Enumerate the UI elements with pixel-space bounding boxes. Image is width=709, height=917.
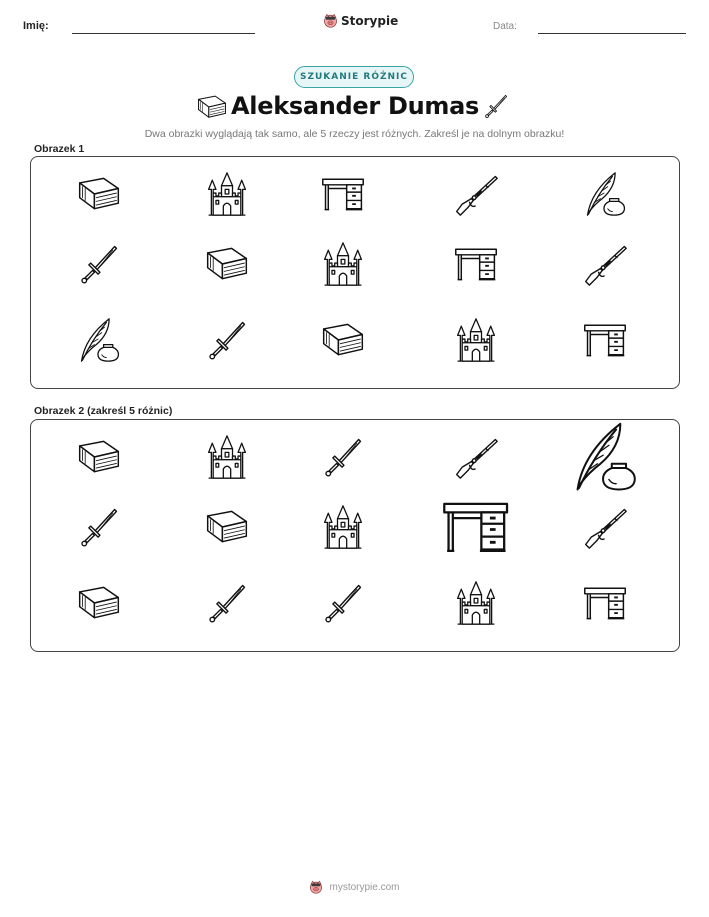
castle-icon xyxy=(453,317,499,363)
book-icon[interactable] xyxy=(76,434,122,480)
castle-icon[interactable] xyxy=(320,504,366,550)
desk-icon xyxy=(320,171,366,217)
name-line[interactable] xyxy=(72,33,255,34)
date-line[interactable] xyxy=(538,33,686,34)
sword-icon xyxy=(76,241,122,287)
picture2-panel[interactable] xyxy=(30,419,680,652)
book-icon xyxy=(196,94,228,120)
castle-icon[interactable] xyxy=(204,434,250,480)
picture2-label: Obrazek 2 (zakreśl 5 różnic) xyxy=(34,405,173,417)
castle-icon xyxy=(320,241,366,287)
desk-icon xyxy=(453,241,499,287)
instructions: Dwa obrazki wyglądają tak samo, ale 5 rzeczy jest różnych. Zakreśl je na dolnym obrazku! xyxy=(144,128,565,140)
brand-name: Storypie xyxy=(341,13,399,28)
musket-icon[interactable] xyxy=(582,504,628,550)
page-title: Aleksander Dumas xyxy=(231,92,479,120)
activity-badge: SZUKANIE RÓŻNIC xyxy=(294,66,414,88)
quill-inkwell-icon xyxy=(76,317,122,363)
book-icon xyxy=(204,241,250,287)
book-icon[interactable] xyxy=(204,504,250,550)
sword-icon[interactable] xyxy=(76,504,122,550)
desk-icon xyxy=(582,317,628,363)
castle-icon[interactable] xyxy=(453,580,499,626)
quill-inkwell-icon xyxy=(582,171,628,217)
picture1-label: Obrazek 1 xyxy=(34,143,85,155)
desk-icon[interactable] xyxy=(440,491,511,562)
pig-logo-icon xyxy=(323,13,338,28)
sword-icon xyxy=(482,91,510,121)
musket-icon xyxy=(582,241,628,287)
name-label: Imię: xyxy=(23,20,49,32)
brand-logo xyxy=(323,13,398,28)
date-label: Data: xyxy=(493,21,517,32)
footer-url[interactable]: mystorypie.com xyxy=(329,881,400,893)
sword-icon xyxy=(204,317,250,363)
book-icon xyxy=(320,317,366,363)
footer xyxy=(0,880,709,894)
desk-icon[interactable] xyxy=(582,580,628,626)
book-icon xyxy=(76,171,122,217)
castle-icon xyxy=(204,171,250,217)
musket-icon[interactable] xyxy=(453,434,499,480)
pig-logo-icon xyxy=(309,880,323,894)
book-icon[interactable] xyxy=(76,580,122,626)
sword-icon[interactable] xyxy=(320,580,366,626)
sword-icon[interactable] xyxy=(320,434,366,480)
quill-inkwell-icon[interactable] xyxy=(569,421,640,492)
sword-icon[interactable] xyxy=(204,580,250,626)
musket-icon xyxy=(453,171,499,217)
picture1-panel xyxy=(30,156,680,389)
